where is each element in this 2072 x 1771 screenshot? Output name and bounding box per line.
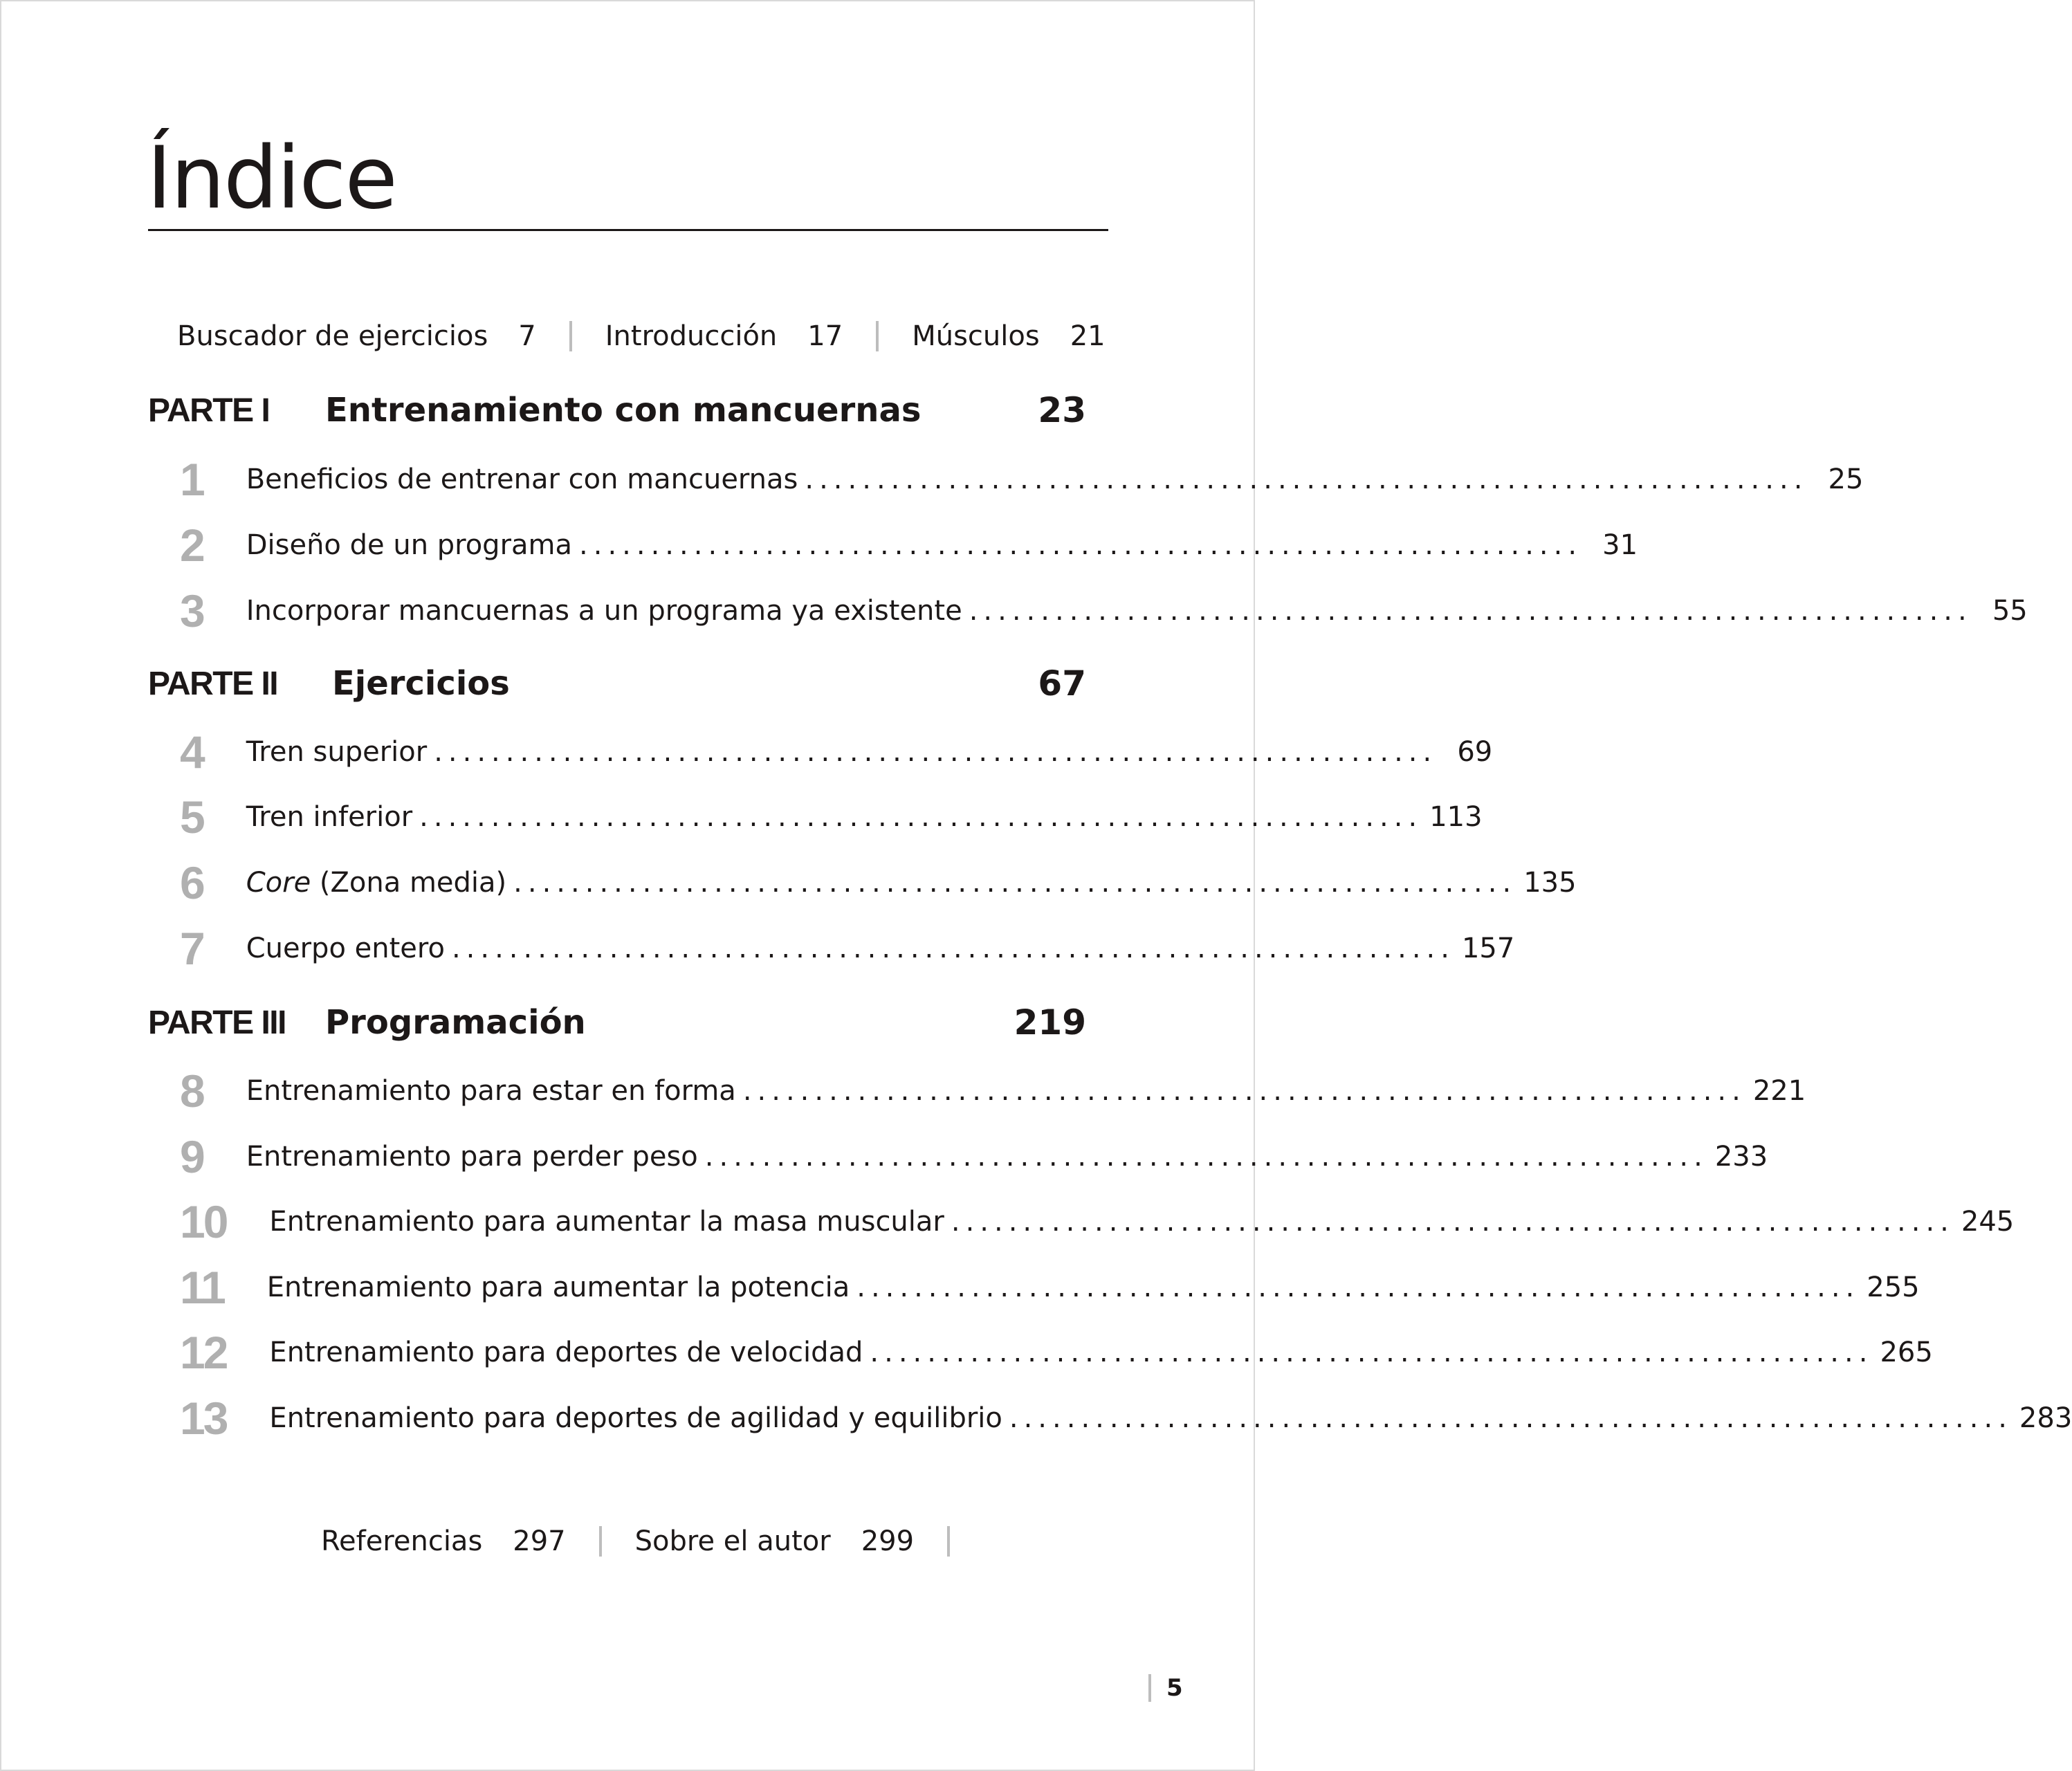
dot-leader: ......................................................................	[704, 1141, 1708, 1173]
chapter-number: 12	[180, 1327, 227, 1378]
chapter-entry-6[interactable]	[180, 857, 1577, 908]
dot-leader: ......................................................................	[1009, 1402, 2013, 1434]
front-matter-page: 21	[1070, 320, 1106, 352]
chapter-title: Tren superior	[246, 736, 428, 768]
chapter-title: Beneficios de entrenar con mancuernas	[246, 464, 798, 495]
part-label: PARTE I	[148, 392, 270, 429]
separator-bar	[947, 1526, 950, 1557]
chapter-title: Entrenamiento para deportes de agilidad y equilibrio	[269, 1402, 1002, 1434]
chapter-number: 11	[180, 1262, 224, 1313]
chapter-entry-9[interactable]	[180, 1131, 1768, 1182]
chapter-title: Incorporar mancuernas a un programa ya existente	[246, 595, 962, 627]
chapter-entry-1[interactable]	[180, 454, 1864, 505]
chapter-number: 2	[180, 520, 203, 571]
chapter-page: 255	[1867, 1272, 1920, 1303]
dot-leader: ......................................................................	[951, 1206, 1954, 1238]
chapter-title: Entrenamiento para estar en forma	[246, 1075, 736, 1107]
chapter-number: 6	[180, 857, 203, 908]
front-matter-label[interactable]: Buscador de ejercicios	[177, 320, 488, 352]
dot-leader: ......................................................................	[870, 1337, 1873, 1368]
part-label: PARTE III	[148, 1004, 286, 1041]
chapter-page: 265	[1880, 1337, 1933, 1368]
chapter-title: Tren inferior	[246, 801, 413, 833]
dot-leader: ......................................................................	[434, 736, 1438, 768]
dot-leader: ......................................................................	[856, 1272, 1860, 1303]
back-matter-page: 297	[513, 1525, 566, 1557]
chapter-entry-11[interactable]	[180, 1262, 1920, 1313]
chapter-title-rest: (Zona media)	[311, 867, 507, 899]
part-title: Entrenamiento con mancuernas	[325, 391, 922, 430]
chapter-number: 9	[180, 1131, 203, 1182]
separator-bar	[876, 321, 879, 351]
chapter-title: Entrenamiento para perder peso	[246, 1141, 698, 1173]
chapter-page: 31	[1602, 529, 1638, 561]
front-matter-page: 7	[518, 320, 536, 352]
chapter-title: Entrenamiento para deportes de velocidad	[269, 1337, 863, 1368]
chapter-title-italic: Core	[246, 867, 311, 899]
page-title: Índice	[147, 129, 396, 228]
chapter-number: 1	[180, 454, 203, 505]
separator-bar	[569, 321, 572, 351]
chapter-entry-3[interactable]	[180, 585, 2028, 636]
chapter-entry-12[interactable]	[180, 1327, 1933, 1378]
dot-leader: ......................................................................	[969, 595, 1972, 627]
chapter-page: 245	[1961, 1206, 2015, 1238]
chapter-title	[246, 867, 506, 899]
chapter-entry-4[interactable]	[180, 726, 1493, 778]
chapter-entry-10[interactable]	[180, 1196, 2015, 1247]
front-matter-row	[177, 315, 1106, 357]
chapter-entry-8[interactable]	[180, 1065, 1806, 1117]
part-title: Ejercicios	[332, 664, 510, 703]
separator-bar	[1148, 1674, 1151, 1702]
chapter-entry-2[interactable]	[180, 520, 1638, 571]
chapter-title: Entrenamiento para aumentar la masa muscular	[269, 1206, 944, 1238]
chapter-entry-13[interactable]	[180, 1393, 2072, 1444]
dot-leader: ......................................................................	[742, 1075, 1746, 1107]
chapter-page: 25	[1828, 464, 1864, 495]
part-title: Programación	[325, 1003, 586, 1042]
chapter-page: 233	[1714, 1141, 1768, 1173]
part-heading-1[interactable]	[148, 386, 1086, 434]
dot-leader: ......................................................................	[451, 933, 1455, 964]
back-matter-label[interactable]: Sobre el autor	[634, 1525, 831, 1557]
dot-leader: ......................................................................	[419, 801, 1423, 833]
chapter-title: Cuerpo entero	[246, 933, 445, 964]
back-matter-label[interactable]: Referencias	[321, 1525, 483, 1557]
chapter-number: 13	[180, 1393, 227, 1444]
chapter-number: 3	[180, 585, 203, 636]
part-heading-2[interactable]	[148, 659, 1086, 708]
chapter-entry-7[interactable]	[180, 923, 1515, 974]
front-matter-page: 17	[807, 320, 843, 352]
part-label: PARTE II	[148, 665, 278, 702]
chapter-title: Entrenamiento para aumentar la potencia	[266, 1272, 850, 1303]
back-matter-row	[321, 1521, 983, 1562]
chapter-page: 135	[1523, 867, 1577, 899]
title-underline	[148, 229, 1108, 231]
chapter-title: Diseño de un programa	[246, 529, 573, 561]
separator-bar	[599, 1526, 602, 1557]
front-matter-label[interactable]: Músculos	[912, 320, 1040, 352]
part-page: 23	[1038, 390, 1086, 430]
part-heading-3[interactable]	[148, 998, 1086, 1047]
dot-leader: ......................................................................	[513, 867, 1517, 899]
front-matter-label[interactable]: Introducción	[605, 320, 778, 352]
chapter-page: 157	[1461, 933, 1515, 964]
chapter-page: 55	[1992, 595, 2028, 627]
dot-leader: ......................................................................	[805, 464, 1808, 495]
chapter-page: 113	[1429, 801, 1483, 833]
chapter-number: 4	[180, 726, 203, 778]
chapter-page: 283	[2019, 1402, 2072, 1434]
dot-leader: ......................................................................	[579, 529, 1583, 561]
chapter-entry-5[interactable]	[180, 791, 1483, 843]
chapter-number: 10	[180, 1196, 227, 1247]
page-number: 5	[1166, 1674, 1183, 1702]
chapter-number: 5	[180, 791, 203, 843]
page-number-block	[1148, 1674, 1183, 1702]
chapter-number: 7	[180, 923, 203, 974]
chapter-number: 8	[180, 1065, 203, 1117]
part-page: 219	[1014, 1002, 1086, 1043]
part-page: 67	[1038, 663, 1086, 704]
back-matter-page: 299	[861, 1525, 915, 1557]
chapter-page: 221	[1752, 1075, 1806, 1107]
chapter-page: 69	[1457, 736, 1493, 768]
